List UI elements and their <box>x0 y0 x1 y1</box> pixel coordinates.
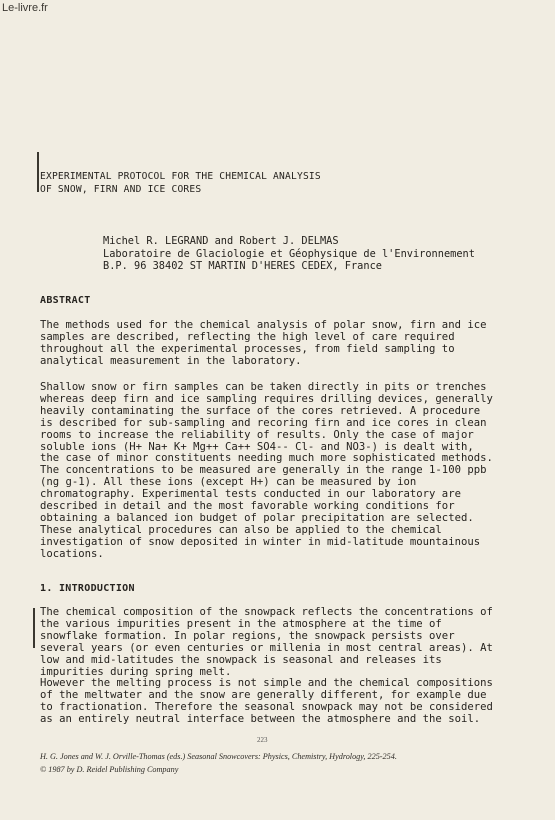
title-line-2: OF SNOW, FIRN AND ICE CORES <box>40 184 202 195</box>
text-line: the various impurities present in the atmosphere at the time of <box>40 617 442 630</box>
text-line: is described for sub-sampling and recoring firn and ice cores in clean <box>40 416 487 429</box>
paper-title <box>40 170 321 196</box>
footer-copyright: © 1987 by D. Reidel Publishing Company <box>40 765 179 774</box>
text-line: locations. <box>40 547 104 560</box>
text-line: obtaining a balanced ion budget of polar precipitation are selected. <box>40 511 474 524</box>
introduction-heading: 1. INTRODUCTION <box>40 583 135 594</box>
text-line: whereas deep firn and ice sampling requires drilling devices, generally <box>40 392 493 405</box>
text-line: rooms to increase the reliability of results. Only the case of major <box>40 428 474 441</box>
introduction-paragraph <box>40 606 493 726</box>
text-line: several years (or even centuries or millenia in most central areas). At <box>40 641 493 654</box>
text-line: impurities during spring melt. <box>40 665 232 678</box>
text-line: investigation of snow deposited in winter in mid-latitude mountainous <box>40 535 481 548</box>
text-line: of the meltwater and the snow are generally different, for example due <box>40 689 487 702</box>
text-line: analytical measurement in the laboratory. <box>40 354 302 367</box>
margin-bar-intro <box>33 608 35 648</box>
text-line: to fractionation. Therefore the seasonal snowpack may not be considered <box>40 701 493 714</box>
abstract-paragraph-1 <box>40 320 486 368</box>
text-line: samples are described, reflecting the high level of care required <box>40 330 455 343</box>
author-names: Michel R. LEGRAND and Robert J. DELMAS <box>103 235 339 247</box>
title-line-1: EXPERIMENTAL PROTOCOL FOR THE CHEMICAL ANALYSIS <box>40 171 321 182</box>
text-line: The methods used for the chemical analysis of polar snow, firn and ice <box>40 319 487 331</box>
text-line: The concentrations to be measured are generally in the range 1-100 ppb <box>40 464 487 477</box>
text-line: chromatography. Experimental tests conducted in our laboratory are <box>40 488 461 501</box>
text-line: snowflake formation. In polar regions, the snowpack persists over <box>40 629 455 642</box>
text-line: However the melting process is not simple and the chemical compositions <box>40 677 493 690</box>
margin-bar-title <box>37 152 39 192</box>
author-address: B.P. 96 38402 ST MARTIN D'HERES CEDEX, France <box>103 260 382 272</box>
author-block <box>103 235 475 273</box>
abstract-paragraph-2 <box>40 381 493 561</box>
text-line: throughout all the experimental processes, from field sampling to <box>40 342 455 355</box>
footer <box>40 750 397 776</box>
footer-citation: H. G. Jones and W. J. Orville-Thomas (eds.) Seasonal Snowcovers: Physics, Chemistry, Hydrology, 225-254. <box>40 752 397 761</box>
text-line: The chemical composition of the snowpack reflects the concentrations of <box>40 606 493 618</box>
text-line: as an entirely neutral interface between the atmosphere and the soil. <box>40 713 481 726</box>
text-line: Shallow snow or firn samples can be taken directly in pits or trenches <box>40 381 487 393</box>
text-line: These analytical procedures can also be applied to the chemical <box>40 523 442 536</box>
text-line: described in detail and the most favorable working conditions for <box>40 500 455 513</box>
watermark: Le-livre.fr <box>2 2 48 14</box>
abstract-heading: ABSTRACT <box>40 295 91 306</box>
page-number: 223 <box>257 736 268 744</box>
text-line: (ng g-1). All these ions (except H+) can be measured by ion <box>40 476 417 489</box>
text-line: low and mid-latitudes the snowpack is seasonal and releases its <box>40 653 442 666</box>
text-line: soluble ions (H+ Na+ K+ Mg++ Ca++ SO4-- Cl- and NO3-) is dealt with, <box>40 440 474 453</box>
author-lab: Laboratoire de Glaciologie et Géophysique de l'Environnement <box>103 247 475 260</box>
text-line: the case of minor constituents needing much more sophisticated methods. <box>40 452 493 465</box>
text-line: heavily contaminating the surface of the cores retrieved. A procedure <box>40 404 481 417</box>
